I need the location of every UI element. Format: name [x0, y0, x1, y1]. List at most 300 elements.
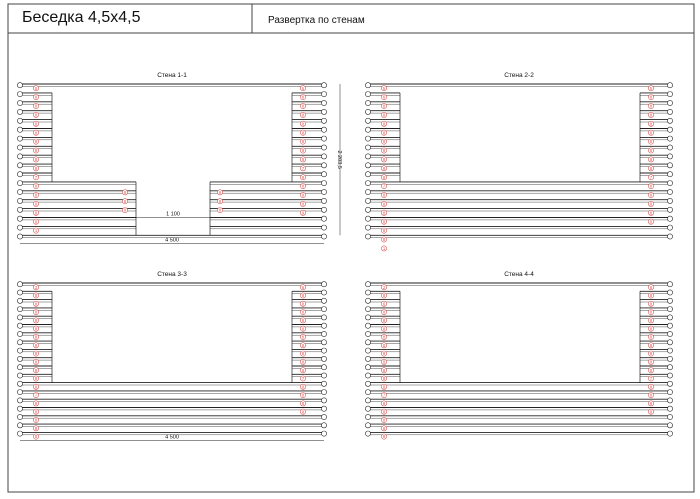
member-marker-label: 8 — [382, 309, 386, 315]
member-marker-label: 8 — [301, 351, 305, 357]
member-marker-label: 9 — [123, 207, 127, 213]
log-end-right — [321, 282, 326, 287]
member-marker-label: 8 — [34, 318, 38, 323]
drawing-title: Беседка 4,5х4,5 — [22, 9, 141, 26]
member-marker-label: 8 — [649, 342, 653, 348]
log-end-left — [17, 381, 22, 386]
log-end-right — [321, 348, 326, 353]
log-end-left — [17, 365, 22, 370]
log-end-left — [17, 323, 22, 328]
log-end-left — [365, 118, 370, 123]
member-marker-label: 8 — [649, 139, 653, 145]
log-end-right — [321, 307, 326, 312]
member-marker-label: 8 — [382, 165, 386, 171]
member-marker-label: 7 — [34, 392, 38, 398]
log-end-right — [667, 356, 672, 361]
log-end-left — [365, 398, 370, 403]
member-marker-label: 2 — [382, 284, 386, 290]
log-end-left — [365, 145, 370, 150]
log-end-left — [365, 307, 370, 312]
member-marker-label: 8 — [649, 130, 653, 136]
member-marker-label: 8 — [34, 309, 38, 315]
log-end-left — [17, 373, 22, 378]
width-dimension-label: 4 500 — [165, 434, 179, 441]
member-marker-label: 8 — [382, 103, 386, 109]
log-end-right — [667, 414, 672, 419]
log-end-right — [321, 127, 326, 132]
member-marker-label: 8 — [382, 157, 386, 162]
log-end-left — [365, 423, 370, 428]
log-end-right — [321, 136, 326, 141]
member-marker-label: 8 — [34, 434, 38, 440]
member-marker-label: 8 — [34, 409, 38, 415]
log-end-right — [667, 390, 672, 395]
log-end-right — [321, 198, 326, 203]
log-end-right — [321, 92, 326, 97]
log-end-left — [365, 181, 370, 186]
member-marker-label: 8 — [382, 112, 386, 118]
wall-2-2-elevation — [365, 72, 672, 251]
width-dimension-label: 4 500 — [165, 237, 179, 244]
log-end-left — [365, 198, 370, 203]
member-marker-label: 8 — [34, 376, 38, 382]
log-end-left — [365, 100, 370, 105]
member-marker-label: 5 — [34, 85, 38, 91]
log-end-right — [667, 298, 672, 303]
log-end-right — [321, 423, 326, 428]
sheet-border — [8, 4, 694, 492]
member-marker-label: 8 — [301, 148, 305, 154]
member-marker-label: 2 — [34, 284, 38, 290]
member-marker-label: 8 — [649, 409, 653, 415]
log-end-left — [17, 118, 22, 123]
member-marker-label: 8 — [382, 201, 386, 207]
log-end-right — [667, 365, 672, 370]
wall-title: Стена 1-1 — [157, 72, 187, 79]
member-marker-label: 8 — [34, 384, 38, 390]
log-end-right — [321, 365, 326, 370]
log-end-left — [17, 189, 22, 194]
member-marker-label: 8 — [34, 192, 38, 198]
log-end-right — [667, 348, 672, 353]
member-marker-label: 5 — [382, 85, 386, 91]
log-end-right — [667, 290, 672, 295]
member-marker-label: 8 — [382, 326, 386, 332]
member-marker-label: 8 — [649, 165, 653, 171]
member-marker-label: 8 — [649, 351, 653, 357]
doorway-dimension-label: 1 100 — [166, 211, 180, 218]
log-end-left — [17, 100, 22, 105]
log-end-left — [365, 92, 370, 97]
member-marker-label: 9 — [218, 189, 222, 195]
log-end-left — [17, 234, 22, 239]
member-marker-label: 8 — [34, 148, 38, 154]
log-end-left — [17, 356, 22, 361]
log-end-left — [365, 373, 370, 378]
member-marker-label: 6 — [382, 94, 386, 100]
log-end-left — [17, 414, 22, 419]
member-marker-label: 9 — [218, 207, 222, 213]
log-end-right — [321, 172, 326, 177]
member-marker-label: 8 — [301, 326, 305, 332]
member-marker-label: 7 — [649, 376, 653, 382]
member-marker-label: 8 — [301, 130, 305, 136]
member-marker-label: 1 — [34, 228, 38, 234]
member-marker-label: 7 — [301, 376, 305, 382]
member-marker-label: 8 — [382, 130, 386, 136]
log-end-left — [17, 154, 22, 159]
log-end-right — [667, 154, 672, 159]
log-end-right — [321, 290, 326, 295]
member-marker-label: 7 — [649, 174, 653, 180]
log-end-right — [321, 431, 326, 436]
member-marker-label: 9 — [123, 189, 127, 195]
log-end-left — [17, 431, 22, 436]
member-marker-label: 8 — [301, 318, 305, 323]
log-end-left — [365, 414, 370, 419]
log-end-right — [321, 163, 326, 168]
log-end-left — [365, 172, 370, 177]
member-marker-label: 9 — [34, 219, 38, 225]
log-end-right — [667, 163, 672, 168]
log-end-right — [321, 406, 326, 411]
log-end-left — [365, 356, 370, 361]
member-marker-label: 8 — [649, 219, 653, 225]
member-marker-label: 8 — [34, 326, 38, 332]
member-marker-label: 6 — [649, 284, 653, 290]
member-marker-label: 8 — [649, 359, 653, 365]
wall-title: Стена 3-3 — [157, 271, 187, 278]
log-end-right — [667, 381, 672, 386]
log-end-right — [321, 145, 326, 150]
member-marker-label: 8 — [382, 401, 386, 406]
member-marker-label: 8 — [382, 376, 386, 382]
member-marker-label: 8 — [301, 359, 305, 365]
member-marker-label: 8 — [34, 334, 38, 340]
log-end-left — [17, 216, 22, 221]
member-marker-label: 7 — [382, 392, 386, 398]
log-end-right — [321, 315, 326, 320]
member-marker-label: 8 — [649, 367, 653, 373]
log-end-right — [667, 172, 672, 177]
log-end-right — [667, 92, 672, 97]
member-marker-label: 5 — [301, 85, 305, 91]
member-marker-label: 8 — [382, 192, 386, 198]
log-end-left — [365, 315, 370, 320]
log-end-right — [667, 340, 672, 345]
member-marker-label: 8 — [301, 367, 305, 373]
member-marker-label: 8 — [649, 318, 653, 323]
member-marker-label: 8 — [649, 326, 653, 332]
member-marker-label: 8 — [382, 148, 386, 154]
member-marker-label: 8 — [649, 94, 653, 100]
member-marker-label: 8 — [649, 293, 653, 299]
member-marker-label: 8 — [382, 351, 386, 357]
log-end-right — [321, 340, 326, 345]
log-end-left — [365, 234, 370, 239]
log-end-left — [17, 282, 22, 287]
member-marker-label: 8 — [34, 121, 38, 127]
member-marker-label: 1 — [382, 246, 386, 251]
log-end-left — [17, 406, 22, 411]
member-marker-label: 8 — [34, 417, 38, 423]
log-end-left — [17, 127, 22, 132]
log-end-right — [321, 181, 326, 186]
log-end-right — [321, 390, 326, 395]
member-marker-label: 8 — [382, 434, 386, 440]
member-marker-label: 8 — [301, 409, 305, 415]
log-end-right — [321, 323, 326, 328]
log-end-right — [321, 189, 326, 194]
log-end-right — [321, 331, 326, 336]
log-end-left — [17, 181, 22, 186]
log-end-right — [667, 431, 672, 436]
log-end-right — [321, 154, 326, 159]
log-end-right — [667, 406, 672, 411]
log-end-left — [17, 145, 22, 150]
log-end-right — [321, 109, 326, 114]
member-marker-label: 8 — [382, 139, 386, 145]
log-end-right — [667, 398, 672, 403]
member-marker-label: 8 — [301, 384, 305, 390]
log-end-right — [667, 189, 672, 194]
member-marker-label: 8 — [649, 201, 653, 207]
member-marker-label: 8 — [382, 174, 386, 180]
member-marker-label: 8 — [301, 293, 305, 299]
log-end-right — [667, 83, 672, 88]
member-marker-label: 8 — [34, 401, 38, 406]
member-marker-label: 8 — [34, 210, 38, 216]
member-marker-label: 8 — [301, 121, 305, 127]
member-marker-label: 8 — [301, 94, 305, 100]
log-end-left — [17, 315, 22, 320]
member-marker-label: 8 — [649, 112, 653, 118]
log-end-right — [321, 398, 326, 403]
log-end-right — [667, 323, 672, 328]
member-marker-label: 8 — [649, 301, 653, 307]
height-dimension-label: 2 203,5 — [336, 150, 342, 169]
member-marker-label: 6 — [301, 284, 305, 290]
log-end-right — [321, 373, 326, 378]
log-end-left — [365, 406, 370, 411]
member-marker-label: 8 — [34, 367, 38, 373]
log-end-left — [365, 109, 370, 114]
member-marker-label: 8 — [382, 367, 386, 373]
member-marker-label: 8 — [34, 103, 38, 109]
log-end-left — [365, 163, 370, 168]
member-marker-label: 8 — [382, 210, 386, 216]
member-marker-label: 8 — [649, 309, 653, 315]
member-marker-label: 8 — [301, 342, 305, 348]
member-marker-label: 8 — [34, 351, 38, 357]
member-marker-label: 8 — [301, 392, 305, 398]
log-end-left — [365, 390, 370, 395]
log-end-right — [667, 198, 672, 203]
member-marker-label: 8 — [34, 425, 38, 431]
member-marker-label: 8 — [301, 183, 305, 189]
log-end-left — [365, 207, 370, 212]
log-end-right — [321, 414, 326, 419]
log-end-right — [321, 381, 326, 386]
member-marker-label: 8 — [649, 401, 653, 406]
member-marker-label: 8 — [301, 309, 305, 315]
member-marker-label: 8 — [649, 148, 653, 154]
member-marker-label: 8 — [649, 392, 653, 398]
member-marker-label: 8 — [301, 201, 305, 207]
member-marker-label: 8 — [34, 112, 38, 118]
log-end-right — [667, 207, 672, 212]
log-end-left — [365, 127, 370, 132]
member-marker-label: 9 — [34, 201, 38, 207]
log-end-left — [365, 381, 370, 386]
log-end-left — [17, 348, 22, 353]
log-end-right — [321, 118, 326, 123]
log-end-right — [321, 83, 326, 88]
log-end-left — [17, 307, 22, 312]
member-marker-label: 9 — [34, 183, 38, 189]
log-end-right — [321, 234, 326, 239]
log-end-right — [667, 216, 672, 221]
log-end-left — [17, 340, 22, 345]
log-end-right — [667, 225, 672, 230]
member-marker-label: 8 — [382, 417, 386, 423]
member-marker-label: 8 — [301, 157, 305, 162]
log-end-left — [17, 198, 22, 203]
log-end-left — [365, 189, 370, 194]
member-marker-label: 8 — [382, 318, 386, 323]
member-marker-label: 9 — [301, 192, 305, 198]
wall-title: Стена 4-4 — [504, 271, 534, 278]
log-end-right — [667, 373, 672, 378]
log-end-left — [17, 109, 22, 114]
log-end-right — [667, 118, 672, 123]
log-end-right — [321, 207, 326, 212]
log-end-left — [365, 154, 370, 159]
log-end-left — [365, 290, 370, 295]
member-marker-label: 8 — [301, 334, 305, 340]
member-marker-label: 7 — [382, 183, 386, 189]
member-marker-label: 8 — [34, 139, 38, 145]
log-end-left — [365, 323, 370, 328]
log-end-left — [365, 83, 370, 88]
member-marker-label: 8 — [301, 139, 305, 145]
log-end-left — [17, 136, 22, 141]
member-marker-label: 8 — [649, 183, 653, 189]
member-marker-label: 9 — [301, 174, 305, 180]
log-end-right — [321, 216, 326, 221]
member-marker-label: 8 — [382, 334, 386, 340]
member-marker-label: 8 — [649, 103, 653, 109]
log-end-left — [365, 136, 370, 141]
log-end-left — [17, 331, 22, 336]
log-end-right — [667, 282, 672, 287]
log-end-left — [17, 290, 22, 295]
member-marker-label: 8 — [382, 293, 386, 299]
member-marker-label: 8 — [649, 157, 653, 162]
log-end-left — [17, 83, 22, 88]
member-marker-label: 8 — [218, 198, 222, 204]
member-marker-label: 8 — [34, 342, 38, 348]
title-block-frame — [8, 4, 694, 492]
wall-title: Стена 2-2 — [504, 72, 534, 79]
member-marker-label: 8 — [649, 121, 653, 127]
log-end-right — [667, 136, 672, 141]
log-end-left — [365, 365, 370, 370]
member-marker-label: 8 — [649, 384, 653, 390]
member-marker-label: 8 — [382, 219, 386, 225]
member-marker-label: 8 — [301, 401, 305, 406]
log-end-left — [17, 163, 22, 168]
log-end-right — [667, 100, 672, 105]
log-end-left — [365, 331, 370, 336]
log-end-right — [321, 356, 326, 361]
log-end-left — [365, 225, 370, 230]
member-marker-label: 7 — [34, 174, 38, 180]
log-end-left — [17, 92, 22, 97]
wall-3-3-elevation — [17, 271, 326, 440]
member-marker-label: 6 — [34, 94, 38, 100]
log-end-right — [667, 331, 672, 336]
member-marker-label: 8 — [382, 342, 386, 348]
member-marker-label: 8 — [382, 384, 386, 390]
log-end-right — [321, 225, 326, 230]
log-end-right — [667, 127, 672, 132]
member-marker-label: 8 — [382, 425, 386, 431]
log-end-left — [17, 390, 22, 395]
member-marker-label: 8 — [382, 237, 386, 243]
log-end-right — [667, 307, 672, 312]
member-marker-label: 8 — [382, 359, 386, 365]
member-marker-label: 5 — [649, 85, 653, 91]
member-marker-label: 8 — [34, 359, 38, 365]
log-end-left — [365, 282, 370, 287]
member-marker-label: 8 — [382, 409, 386, 415]
member-marker-label: 8 — [123, 198, 127, 204]
member-marker-label: 8 — [34, 165, 38, 171]
log-end-right — [667, 181, 672, 186]
member-marker-label: 8 — [649, 210, 653, 216]
wall-4-4-elevation — [365, 271, 672, 439]
member-marker-label: 7 — [301, 165, 305, 171]
log-end-right — [321, 100, 326, 105]
log-end-left — [17, 298, 22, 303]
member-marker-label: 8 — [34, 157, 38, 162]
log-end-left — [365, 298, 370, 303]
member-marker-label: 8 — [649, 192, 653, 198]
log-end-left — [17, 225, 22, 230]
log-end-right — [321, 298, 326, 303]
log-end-right — [667, 315, 672, 320]
log-end-right — [667, 423, 672, 428]
log-end-right — [667, 145, 672, 150]
log-end-left — [17, 398, 22, 403]
member-marker-label: 8 — [34, 293, 38, 299]
log-end-right — [667, 109, 672, 114]
member-marker-label: 6 — [382, 301, 386, 307]
log-end-left — [17, 207, 22, 212]
log-end-right — [667, 234, 672, 239]
log-end-left — [17, 172, 22, 177]
log-end-left — [365, 431, 370, 436]
member-marker-label: 8 — [382, 121, 386, 127]
log-end-left — [17, 423, 22, 428]
log-end-left — [365, 216, 370, 221]
member-marker-label: 8 — [301, 301, 305, 307]
member-marker-label: 8 — [301, 103, 305, 109]
member-marker-label: 6 — [34, 301, 38, 307]
member-marker-label: 8 — [649, 334, 653, 340]
drawing-subtitle: Развертка по стенам — [268, 15, 365, 26]
